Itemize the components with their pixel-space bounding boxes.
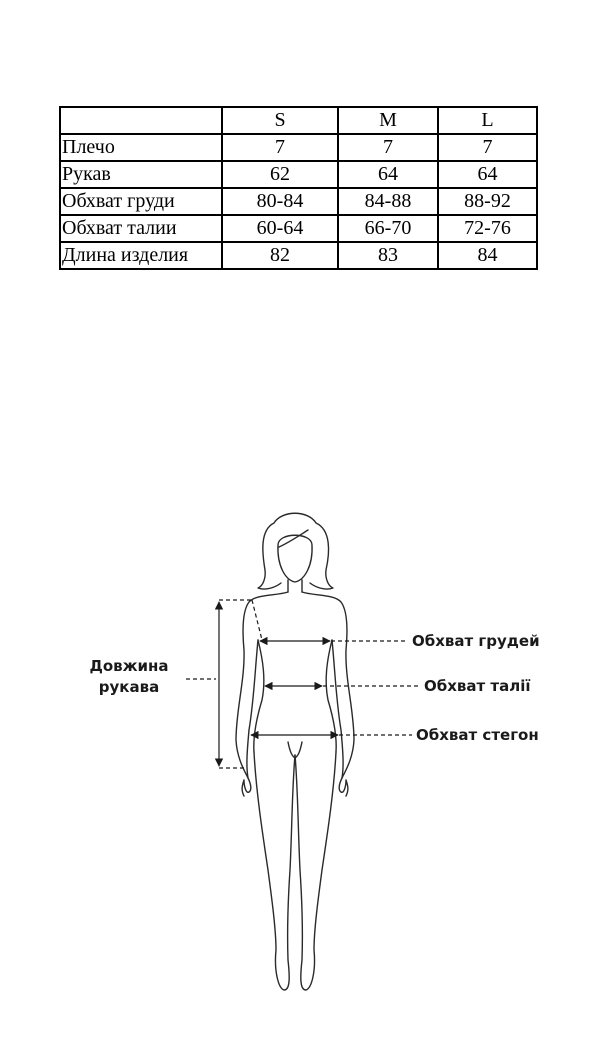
left-inner-arm (247, 640, 258, 778)
hips-label: Обхват стегон (416, 726, 539, 744)
table-cell: 80-84 (222, 188, 338, 215)
table-cell: 62 (222, 161, 338, 188)
table-cell: 7 (438, 134, 537, 161)
waist-label: Обхват талії (424, 677, 531, 695)
table-row (60, 161, 537, 188)
size-table (59, 106, 538, 270)
table-cell: 7 (338, 134, 438, 161)
right-inner-arm (332, 640, 343, 778)
table-cell: 84-88 (338, 188, 438, 215)
right-side (302, 592, 354, 796)
table-cell: 84 (438, 242, 537, 269)
right-leg (295, 752, 336, 990)
table-cell: 83 (338, 242, 438, 269)
size-header-s: S (222, 107, 338, 134)
hair-outline (258, 513, 333, 589)
size-header-l: L (438, 107, 537, 134)
table-cell: 7 (222, 134, 338, 161)
param-label: Плечо (60, 134, 222, 161)
param-label: Длина изделия (60, 242, 222, 269)
table-row (60, 134, 537, 161)
left-leg (254, 752, 295, 990)
table-cell: 88-92 (438, 188, 537, 215)
table-header-cell (60, 107, 222, 134)
chest-label: Обхват грудей (412, 632, 540, 650)
size-header-m: M (338, 107, 438, 134)
table-row (60, 242, 537, 269)
table-header-row (60, 107, 537, 134)
sleeve-length-label (74, 656, 184, 698)
table-row (60, 188, 537, 215)
face-outline (278, 535, 312, 582)
left-side (236, 592, 288, 796)
param-label: Обхват талии (60, 215, 222, 242)
body-figure (0, 490, 600, 1010)
table-row (60, 215, 537, 242)
param-label: Рукав (60, 161, 222, 188)
table-cell: 64 (438, 161, 537, 188)
param-label: Обхват груди (60, 188, 222, 215)
table-cell: 60-64 (222, 215, 338, 242)
table-cell: 72-76 (438, 215, 537, 242)
table-cell: 66-70 (338, 215, 438, 242)
table-cell: 64 (338, 161, 438, 188)
sleeve-length-line1: Довжина (89, 657, 169, 675)
measurement-diagram (0, 490, 600, 1010)
shoulder-dash (252, 600, 262, 640)
table-cell: 82 (222, 242, 338, 269)
sleeve-length-line2: рукава (98, 678, 160, 696)
bangs (279, 530, 308, 547)
